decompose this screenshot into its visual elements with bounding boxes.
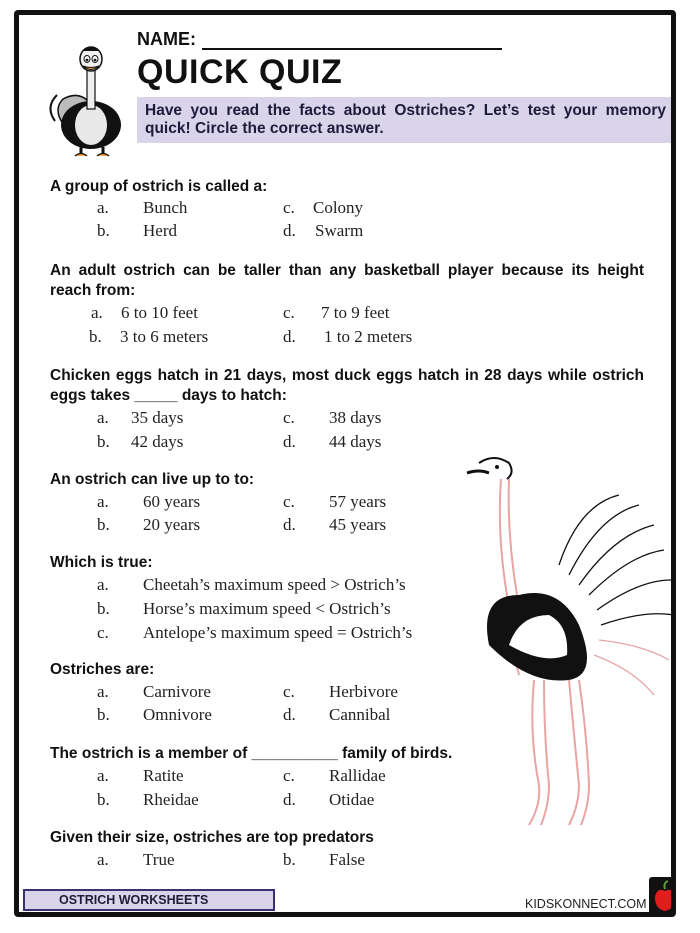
question-5: Which is true: — [50, 554, 153, 571]
q2-option-b[interactable]: 3 to 6 meters — [120, 327, 209, 346]
question-1: A group of ostrich is called a: — [50, 178, 268, 195]
q7-option-a-letter: a. — [97, 766, 109, 785]
q1-option-c-letter: c. — [283, 198, 295, 217]
site-link[interactable]: KIDSKONNECT.COM — [525, 897, 647, 911]
question-6: Ostriches are: — [50, 661, 155, 678]
logo-box — [649, 877, 676, 917]
q5-option-c-letter: c. — [97, 623, 109, 642]
cartoon-ostrich-icon — [33, 29, 143, 159]
q7-option-d[interactable]: Otidae — [329, 790, 375, 809]
q7-option-a[interactable]: Ratite — [143, 766, 184, 785]
name-label: NAME: — [137, 29, 196, 49]
q3-option-b-letter: b. — [97, 432, 110, 451]
q2-option-c-letter: c. — [283, 303, 295, 322]
q4-option-a[interactable]: 60 years — [143, 492, 201, 511]
q7-option-d-letter: d. — [283, 790, 296, 809]
q5-option-c[interactable]: Antelope’s maximum speed = Ostrich’s — [143, 623, 413, 642]
q1-option-a-letter: a. — [97, 198, 109, 217]
q8-option-b[interactable]: False — [329, 850, 365, 869]
q6-option-c-letter: c. — [283, 682, 295, 701]
q2-option-a-letter: a. — [91, 303, 103, 322]
q8-option-b-letter: b. — [283, 850, 296, 869]
q6-option-d[interactable]: Cannibal — [329, 705, 391, 724]
q6-option-a-letter: a. — [97, 682, 109, 701]
question-3: Chicken eggs hatch in 21 days, most duck eggs hatch in 28 days while ostrich eggs takes _____ days to hatch: — [50, 367, 644, 404]
intro-banner: Have you read the facts about Ostriches? Let’s test your memory quick! Circle the correct answer. — [137, 97, 674, 143]
apple-logo-icon — [649, 877, 676, 917]
name-blank-line[interactable] — [202, 32, 502, 50]
question-7: The ostrich is a member of __________ family of birds. — [50, 745, 453, 762]
q3-option-d[interactable]: 44 days — [329, 432, 382, 451]
q8-option-a[interactable]: True — [143, 850, 175, 869]
q3-option-c-letter: c. — [283, 408, 295, 427]
q3-option-b[interactable]: 42 days — [131, 432, 184, 451]
q1-option-a[interactable]: Bunch — [143, 198, 188, 217]
q6-option-a[interactable]: Carnivore — [143, 682, 211, 701]
q4-option-d-letter: d. — [283, 515, 296, 534]
q2-option-a[interactable]: 6 to 10 feet — [121, 303, 198, 322]
q4-option-c-letter: c. — [283, 492, 295, 511]
q6-option-b-letter: b. — [97, 705, 110, 724]
q5-option-a[interactable]: Cheetah’s maximum speed > Ostrich’s — [143, 575, 406, 594]
q5-option-b[interactable]: Horse’s maximum speed < Ostrich’s — [143, 599, 391, 618]
q1-option-d[interactable]: Swarm — [315, 221, 364, 240]
q1-option-b[interactable]: Herd — [143, 221, 177, 240]
q7-option-b-letter: b. — [97, 790, 110, 809]
q1-option-b-letter: b. — [97, 221, 110, 240]
q1-option-c[interactable]: Colony — [313, 198, 364, 217]
q5-option-a-letter: a. — [97, 575, 109, 594]
q4-option-c[interactable]: 57 years — [329, 492, 387, 511]
worksheet-label: OSTRICH WORKSHEETS — [23, 889, 275, 911]
q6-option-b[interactable]: Omnivore — [143, 705, 212, 724]
q4-option-b[interactable]: 20 years — [143, 515, 201, 534]
q2-option-b-letter: b. — [89, 327, 102, 346]
ostrich-illustration-icon — [449, 445, 676, 835]
q3-option-a[interactable]: 35 days — [131, 408, 184, 427]
worksheet-frame — [14, 10, 676, 917]
question-8: Given their size, ostriches are top predators — [50, 829, 374, 846]
q2-option-d[interactable]: 1 to 2 meters — [324, 327, 413, 346]
q6-option-d-letter: d. — [283, 705, 296, 724]
q5-option-b-letter: b. — [97, 599, 110, 618]
q8-option-a-letter: a. — [97, 850, 109, 869]
q7-option-b[interactable]: Rheidae — [143, 790, 199, 809]
q1-option-d-letter: d. — [283, 221, 296, 240]
q7-option-c-letter: c. — [283, 766, 295, 785]
question-2: An adult ostrich can be taller than any basketball player because its height reach from: — [50, 262, 644, 299]
q3-option-c[interactable]: 38 days — [329, 408, 382, 427]
name-row — [137, 29, 502, 50]
q3-option-d-letter: d. — [283, 432, 296, 451]
page-title: QUICK QUIZ — [137, 53, 343, 91]
q2-option-c[interactable]: 7 to 9 feet — [321, 303, 390, 322]
q4-option-d[interactable]: 45 years — [329, 515, 387, 534]
q4-option-a-letter: a. — [97, 492, 109, 511]
q3-option-a-letter: a. — [97, 408, 109, 427]
q4-option-b-letter: b. — [97, 515, 110, 534]
q6-option-c[interactable]: Herbivore — [329, 682, 398, 701]
question-4: An ostrich can live up to to: — [50, 471, 255, 488]
q7-option-c[interactable]: Rallidae — [329, 766, 386, 785]
q2-option-d-letter: d. — [283, 327, 296, 346]
